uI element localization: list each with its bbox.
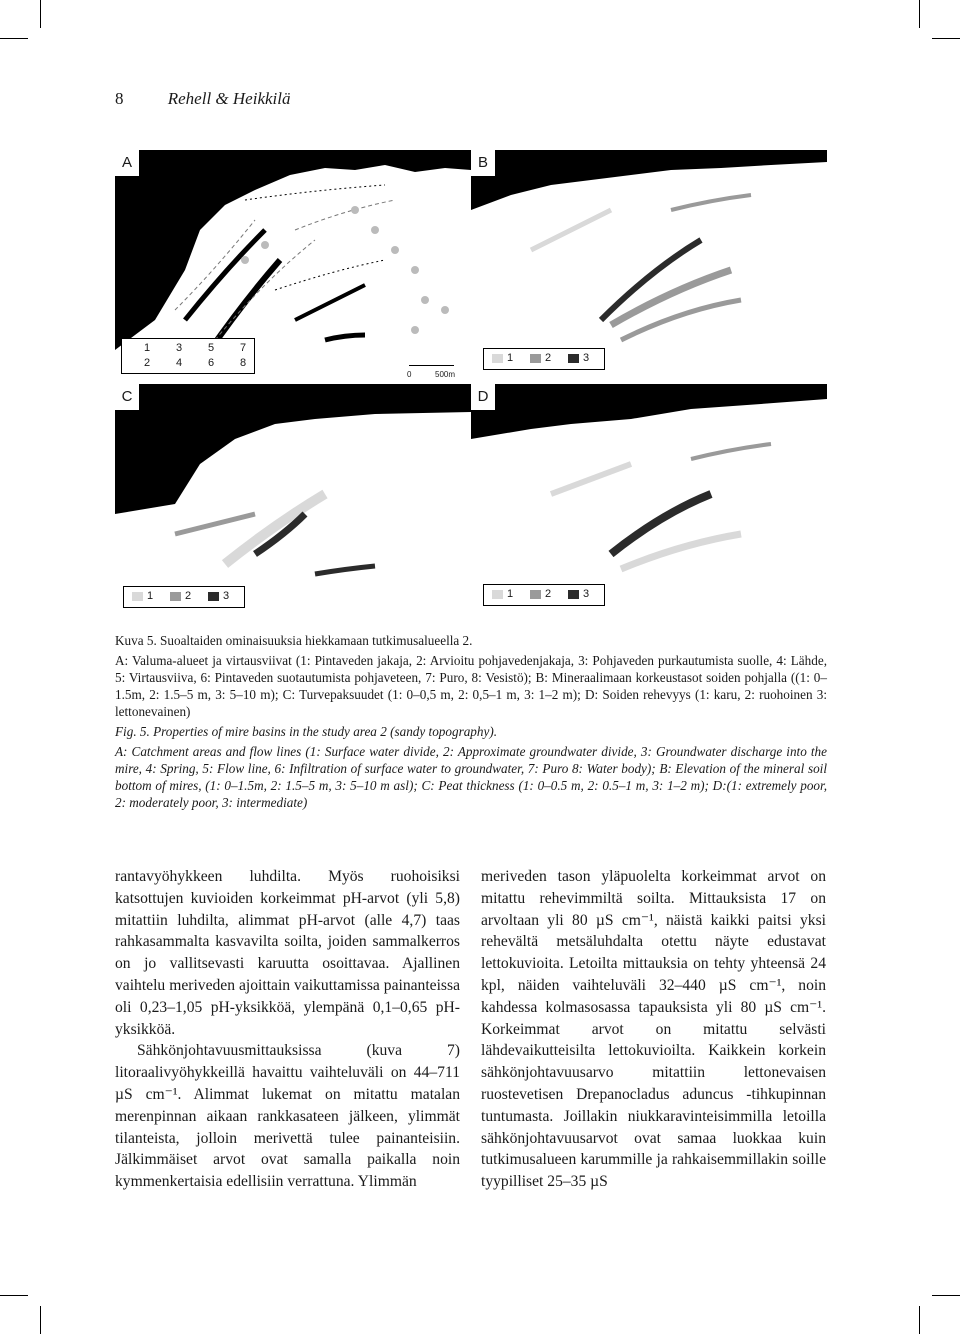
caption-body-fi: A: Valuma-alueet ja virtausviivat (1: Pintaveden jakaja, 2: Arvioitu pohjavedenjakaja, 3: Pohjaveden purkautumista suolle, 4: Lähde, 5: Virtausviiva, 6: Pintaveden suotautumista pohjaveteen, 7: Puro, 8: Vesistö); B: Mineraalimaan korkeustasot soiden pohjalla ((1: 0–1.5m, 2: 1.5–5 m, 3: 5–10 m); C: Turvepaksuudet (1: 0–0,5 m, 2: 0,5–1 m, 3: 1–2 m); D: Soiden rehevyys (1: karu, 2: ruohoinen 3: lettonevainen) <box>115 653 827 719</box>
panel-b <box>471 150 827 392</box>
legend-item: 7 <box>240 342 247 354</box>
paragraph: meriveden tason yläpuolelta korkeimmat arvot on mitattu rehevimmiltä soilta. Mittauksista 17 on arvoltaan yli 80 µS cm⁻¹, näistä kaikki paitsi yksi rehevältä metsäluhdalta otettu näyte edustavat lettokuvioita. Letoilta mittauksia on tehty yhteensä 24 kpl, näiden vaihteluväli 32–440 µS cm⁻¹, noin kahdessa kolmasosassa tapauksista yli 80 µS cm⁻¹. Korkeimmat arvot on mitattu selvästi lähdevaikutteisilta lettokuvioilta. Kaikkein korkein sähkönjohtavuusarvo mitattiin lettonevaisen ruostevetisen Drepanocladus aduncus -tihkupinnan tuntumasta. Joillakin niukkaravinteisimmilla letoilla sähkönjohtavuusarvot ovat samaa luokkaa kuin tutkimusalueen karummille ja rahkaisemmillakin soille tyypilliset 25–35 µS <box>481 868 826 1191</box>
panel-c <box>115 384 471 626</box>
legend-item: 5 <box>208 342 215 354</box>
legend-item: 2 <box>530 588 551 600</box>
legend-item: 6 <box>208 357 215 369</box>
legend-item: 2 <box>144 357 151 369</box>
legend-item: 1 <box>492 588 513 600</box>
panel-label: C <box>115 384 139 410</box>
figure-caption <box>115 632 827 814</box>
paragraph: rantavyöhykkeen luhdilta. Myös ruohoisiksi katsottujen kuvioiden korkeimmat pH-arvot (yli 5,8) mitattiin luhdilta, alimmat pH-arvot (alle 4,7) taas rahkasammalta kasvavilta soilta, joiden sammalkerros on jo vallitsevasti karuutta osoittavaa. Ajallinen vaihtelu meriveden ajoittain vaikuttamissa painanteissa oli 0,23–1,05 pH-yksikköä, ylempänä 0,1–0,65 pH-yksikköä. <box>115 868 460 1038</box>
legend-item: 1 <box>144 342 151 354</box>
legend <box>483 348 605 370</box>
panel-label: B <box>471 150 495 176</box>
panel-a <box>115 150 471 392</box>
crop-mark <box>0 1295 28 1296</box>
crop-mark <box>40 1306 41 1334</box>
legend-item: 8 <box>240 357 247 369</box>
body-column-left <box>115 866 460 1193</box>
crop-mark <box>932 1295 960 1296</box>
legend <box>123 586 245 608</box>
paragraph: Sähkönjohtavuusmittauksissa (kuva 7) litoraalivyöhykkeillä havaittu vaihteluväli on 44–711 µS cm⁻¹. Alimmat lukemat on mitattu matalan merenpinnan aikaan rankkasateen jälkeen, ylimmät tilanteista, jolloin merivettä tulee painanteisiin. Jälkimmäiset arvot ovat samalla paikalla noin kymmenkertaisia edellisiin verrattuna. Ylimmän <box>115 1042 460 1191</box>
panel-label: D <box>471 384 495 410</box>
caption-body-en: A: Catchment areas and flow lines (1: Surface water divide, 2: Approximate groundwater divide, 3: Groundwater discharge into the mire, 4: Spring, 5: Flow line, 6: Infiltration of surface water to groundwater, 7: Puro 8: Water body); B: Elevation of the mineral soil bottom of mires, (1: 0–1.5m, 2: 1.5–5 m, 3: 5–10 m asl); C: Peat thickness (1: 0–0.5 m, 2: 0.5–1 m, 3: 1–2 m); D:(1: extremely poor, 2: moderately poor, 3: intermediate) <box>115 744 827 810</box>
crop-mark <box>919 1306 920 1334</box>
legend-item: 1 <box>492 352 513 364</box>
running-authors: Rehell & Heikkilä <box>167 89 291 108</box>
caption-title-fi: Kuva 5. Suoaltaiden ominaisuuksia hiekkamaan tutkimusalueella 2. <box>115 633 473 648</box>
legend <box>483 584 605 606</box>
panel-label: A <box>115 150 139 176</box>
page-number: 8 <box>115 89 124 108</box>
legend-item: 1 <box>132 590 153 602</box>
running-header <box>115 89 290 109</box>
legend-item: 3 <box>208 590 229 602</box>
caption-title-en: Fig. 5. Properties of mire basins in the study area 2 (sandy topography). <box>115 724 498 739</box>
legend-item: 3 <box>568 588 589 600</box>
crop-mark <box>40 0 41 28</box>
crop-mark <box>932 38 960 39</box>
scale-bar: 0 500m <box>405 362 465 386</box>
crop-mark <box>919 0 920 28</box>
crop-mark <box>0 38 28 39</box>
legend <box>121 338 255 374</box>
legend-item: 2 <box>530 352 551 364</box>
legend-item: 3 <box>568 352 589 364</box>
legend-item: 2 <box>170 590 191 602</box>
panel-d <box>471 384 827 626</box>
legend-item: 3 <box>176 342 183 354</box>
legend-item: 4 <box>176 357 183 369</box>
body-column-right <box>481 866 826 1193</box>
